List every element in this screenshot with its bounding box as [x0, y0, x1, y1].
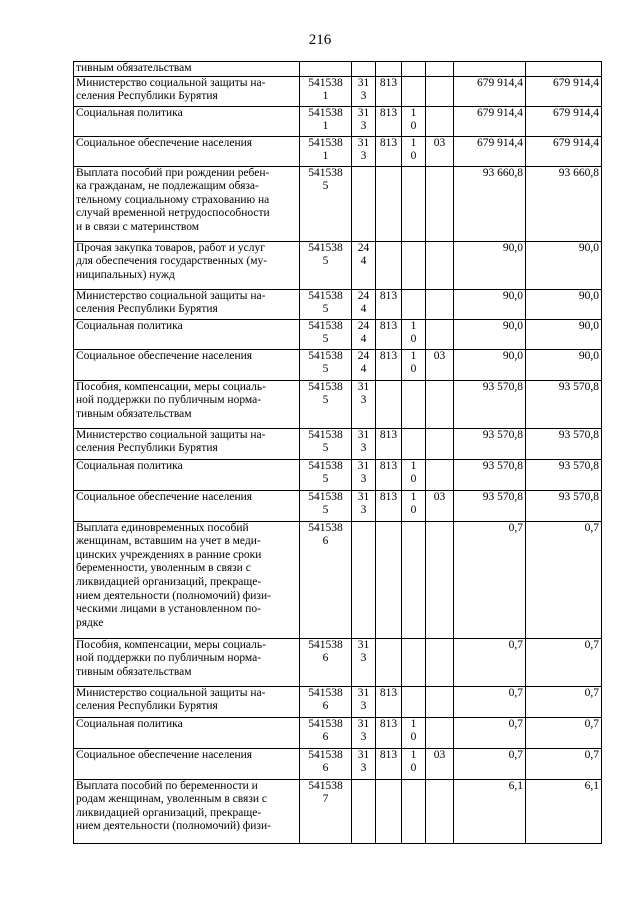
row-name-line: Министерство социальной защиты на- — [76, 686, 266, 699]
subsection-code-cell — [426, 62, 454, 77]
amount-cell: 6,1 — [526, 779, 602, 843]
section-code-cell — [402, 380, 426, 428]
subsection-code-cell — [426, 779, 454, 843]
amount-cell: 679 914,4 — [454, 106, 526, 136]
section-code-line: 1 — [410, 459, 417, 472]
table-row — [74, 717, 602, 748]
expense-type-cell — [352, 106, 376, 136]
target-article-code-line: 5 — [322, 363, 329, 376]
amount-cell: 90,0 — [526, 289, 602, 319]
row-name-line: цинских учреждениях в ранние сроки — [76, 548, 262, 561]
target-article-code-line: 5 — [322, 442, 329, 455]
amount-cell: 679 914,4 — [454, 76, 526, 106]
target-article-code-line: 541538 — [308, 686, 343, 699]
subsection-code-cell — [426, 106, 454, 136]
row-name-cell — [74, 459, 300, 490]
row-name-line: Прочая закупка товаров, работ и услуг — [76, 241, 265, 254]
target-article-code-line: 6 — [322, 652, 329, 665]
table-row — [74, 136, 602, 166]
expense-type-line: 31 — [357, 490, 370, 503]
row-name-line: Министерство социальной защиты на- — [76, 76, 266, 89]
ministry-code-cell: 813 — [376, 490, 402, 521]
target-article-code-line: 541538 — [308, 521, 343, 534]
ministry-code-cell: 813 — [376, 349, 402, 380]
expense-type-line: 4 — [360, 363, 367, 376]
amount-cell: 93 570,8 — [454, 459, 526, 490]
row-name-line: Выплата единовременных пособий — [76, 521, 249, 534]
expense-type-line: 24 — [357, 241, 370, 254]
row-name-line: ной поддержки по публичным норма- — [76, 394, 262, 407]
subsection-code-cell — [426, 459, 454, 490]
section-code-line: 1 — [410, 136, 417, 149]
amount-cell: 90,0 — [526, 319, 602, 349]
target-article-code-cell — [300, 380, 352, 428]
expense-type-line: 3 — [360, 652, 367, 665]
table-row — [74, 106, 602, 136]
expense-type-line: 31 — [357, 638, 370, 651]
expense-type-cell — [352, 62, 376, 77]
row-name-line: случай временной нетрудоспособности — [76, 207, 270, 220]
budget-table-body — [74, 62, 602, 844]
section-code-cell — [402, 349, 426, 380]
target-article-code-line: 541538 — [308, 76, 343, 89]
row-name-line: беременности, уволенным в связи с — [76, 562, 251, 575]
target-article-code-line: 7 — [322, 793, 329, 806]
row-name-line: тивным обязательствам — [76, 407, 192, 420]
expense-type-cell — [352, 319, 376, 349]
table-row — [74, 241, 602, 289]
row-name-line: тивным обязательствам — [76, 62, 192, 74]
row-name-line: ниципальных) нужд — [76, 268, 175, 281]
expense-type-line: 24 — [357, 319, 370, 332]
section-code-cell — [402, 319, 426, 349]
expense-type-line: 31 — [357, 717, 370, 730]
section-code-line: 1 — [410, 717, 417, 730]
target-article-code-line: 5 — [322, 303, 329, 316]
section-code-cell — [402, 241, 426, 289]
expense-type-cell — [352, 638, 376, 686]
amount-cell: 93 570,8 — [526, 428, 602, 459]
target-article-code-line: 6 — [322, 762, 329, 775]
amount-cell — [454, 62, 526, 77]
subsection-code-cell — [426, 289, 454, 319]
row-name-line: селения Республики Бурятия — [76, 700, 218, 713]
row-name-line: ликвидацией организаций, прекраще- — [76, 575, 262, 588]
expense-type-line: 3 — [360, 473, 367, 486]
row-name-cell — [74, 62, 300, 77]
target-article-code-line: 5 — [322, 504, 329, 517]
target-article-code-cell — [300, 490, 352, 521]
row-name-line: Выплата пособий по беременности и — [76, 779, 258, 792]
row-name-line: селения Республики Бурятия — [76, 442, 218, 455]
target-article-code-line: 541538 — [308, 428, 343, 441]
target-article-code-line: 541538 — [308, 349, 343, 362]
target-article-code-line: 541538 — [308, 490, 343, 503]
expense-type-line: 3 — [360, 120, 367, 133]
row-name-line: нием деятельности (полномочий) физи- — [76, 589, 271, 602]
amount-cell: 0,7 — [526, 638, 602, 686]
expense-type-line: 31 — [357, 136, 370, 149]
section-code-line: 0 — [410, 363, 417, 376]
table-row — [74, 686, 602, 717]
row-name-cell — [74, 106, 300, 136]
section-code-cell — [402, 638, 426, 686]
section-code-line: 1 — [410, 748, 417, 761]
target-article-code-line: 541538 — [308, 459, 343, 472]
expense-type-cell — [352, 686, 376, 717]
target-article-code-line: 541538 — [308, 380, 343, 393]
amount-cell: 679 914,4 — [526, 136, 602, 166]
expense-type-cell — [352, 76, 376, 106]
target-article-code-line: 541538 — [308, 289, 343, 302]
row-name-cell — [74, 638, 300, 686]
target-article-code-cell — [300, 779, 352, 843]
row-name-cell — [74, 349, 300, 380]
row-name-cell — [74, 76, 300, 106]
row-name-line: Социальная политика — [76, 319, 183, 332]
target-article-code-line: 541538 — [308, 319, 343, 332]
subsection-code-cell — [426, 319, 454, 349]
amount-cell: 93 570,8 — [454, 490, 526, 521]
section-code-line: 0 — [410, 762, 417, 775]
table-row — [74, 779, 602, 843]
row-name-cell — [74, 319, 300, 349]
expense-type-line: 3 — [360, 762, 367, 775]
target-article-code-line: 541538 — [308, 748, 343, 761]
ministry-code-cell — [376, 380, 402, 428]
row-name-cell — [74, 289, 300, 319]
section-code-line: 0 — [410, 333, 417, 346]
amount-cell: 93 570,8 — [454, 380, 526, 428]
section-code-line: 0 — [410, 504, 417, 517]
target-article-code-line: 6 — [322, 535, 329, 548]
section-code-line: 1 — [410, 106, 417, 119]
row-name-line: для обеспечения государственных (му- — [76, 255, 268, 268]
expense-type-line: 4 — [360, 303, 367, 316]
target-article-code-line: 1 — [322, 90, 329, 103]
table-row — [74, 638, 602, 686]
amount-cell: 0,7 — [454, 686, 526, 717]
row-name-line: и в связи с материнством — [76, 220, 200, 233]
ministry-code-cell: 813 — [376, 289, 402, 319]
target-article-code-line: 5 — [322, 180, 329, 193]
expense-type-line: 4 — [360, 333, 367, 346]
subsection-code-cell — [426, 521, 454, 638]
subsection-code-cell — [426, 380, 454, 428]
expense-type-cell — [352, 717, 376, 748]
expense-type-line: 3 — [360, 700, 367, 713]
section-code-line: 0 — [410, 150, 417, 163]
section-code-cell — [402, 428, 426, 459]
amount-cell: 0,7 — [526, 717, 602, 748]
subsection-code-cell: 03 — [426, 748, 454, 779]
section-code-line: 0 — [410, 731, 417, 744]
row-name-cell — [74, 241, 300, 289]
ministry-code-cell — [376, 241, 402, 289]
target-article-code-line: 6 — [322, 731, 329, 744]
row-name-line: ка гражданам, не подлежащим обяза- — [76, 180, 259, 193]
target-article-code-line: 541538 — [308, 779, 343, 792]
section-code-cell — [402, 76, 426, 106]
ministry-code-cell: 813 — [376, 106, 402, 136]
target-article-code-line: 541538 — [308, 717, 343, 730]
expense-type-line: 31 — [357, 748, 370, 761]
section-code-cell — [402, 686, 426, 717]
row-name-line: Пособия, компенсации, меры социаль- — [76, 638, 266, 651]
row-name-cell — [74, 428, 300, 459]
ministry-code-cell — [376, 166, 402, 241]
target-article-code-line: 1 — [322, 150, 329, 163]
section-code-cell — [402, 521, 426, 638]
row-name-line: Социальное обеспечение населения — [76, 490, 253, 503]
expense-type-line: 31 — [357, 686, 370, 699]
target-article-code-line: 1 — [322, 120, 329, 133]
target-article-code-line: 5 — [322, 473, 329, 486]
target-article-code-cell — [300, 349, 352, 380]
section-code-cell — [402, 748, 426, 779]
section-code-line: 0 — [410, 120, 417, 133]
row-name-line: Социальное обеспечение населения — [76, 136, 253, 149]
row-name-line: Министерство социальной защиты на- — [76, 289, 266, 302]
section-code-cell — [402, 289, 426, 319]
section-code-line: 1 — [410, 349, 417, 362]
target-article-code-line: 541538 — [308, 136, 343, 149]
ministry-code-cell: 813 — [376, 459, 402, 490]
row-name-cell — [74, 521, 300, 638]
ministry-code-cell: 813 — [376, 717, 402, 748]
expense-type-cell — [352, 779, 376, 843]
section-code-cell — [402, 166, 426, 241]
target-article-code-line: 5 — [322, 333, 329, 346]
section-code-cell — [402, 106, 426, 136]
ministry-code-cell — [376, 62, 402, 77]
ministry-code-cell — [376, 521, 402, 638]
target-article-code-cell — [300, 428, 352, 459]
ministry-code-cell: 813 — [376, 76, 402, 106]
amount-cell: 6,1 — [454, 779, 526, 843]
target-article-code-cell — [300, 76, 352, 106]
amount-cell: 0,7 — [526, 748, 602, 779]
table-row — [74, 166, 602, 241]
row-name-line: Социальное обеспечение населения — [76, 748, 253, 761]
expense-type-cell — [352, 490, 376, 521]
expense-type-line: 3 — [360, 394, 367, 407]
row-name-line: Пособия, компенсации, меры социаль- — [76, 380, 266, 393]
subsection-code-cell — [426, 166, 454, 241]
expense-type-cell — [352, 748, 376, 779]
amount-cell: 90,0 — [526, 349, 602, 380]
target-article-code-cell — [300, 241, 352, 289]
expense-type-line: 31 — [357, 459, 370, 472]
row-name-cell — [74, 490, 300, 521]
row-name-cell — [74, 166, 300, 241]
section-code-cell — [402, 779, 426, 843]
amount-cell: 90,0 — [454, 349, 526, 380]
row-name-line: Социальная политика — [76, 106, 183, 119]
target-article-code-line: 541538 — [308, 106, 343, 119]
section-code-cell — [402, 490, 426, 521]
amount-cell: 93 570,8 — [526, 490, 602, 521]
amount-cell: 90,0 — [454, 319, 526, 349]
amount-cell: 0,7 — [454, 521, 526, 638]
target-article-code-cell — [300, 62, 352, 77]
target-article-code-cell — [300, 136, 352, 166]
subsection-code-cell — [426, 241, 454, 289]
table-row — [74, 62, 602, 77]
row-name-cell — [74, 779, 300, 843]
subsection-code-cell — [426, 717, 454, 748]
ministry-code-cell: 813 — [376, 319, 402, 349]
target-article-code-cell — [300, 106, 352, 136]
subsection-code-cell — [426, 686, 454, 717]
amount-cell: 0,7 — [454, 748, 526, 779]
expense-type-line: 4 — [360, 255, 367, 268]
ministry-code-cell: 813 — [376, 748, 402, 779]
row-name-cell — [74, 380, 300, 428]
target-article-code-cell — [300, 319, 352, 349]
table-row — [74, 289, 602, 319]
amount-cell: 90,0 — [526, 241, 602, 289]
target-article-code-cell — [300, 459, 352, 490]
subsection-code-cell — [426, 76, 454, 106]
amount-cell: 93 660,8 — [526, 166, 602, 241]
ministry-code-cell: 813 — [376, 428, 402, 459]
table-row — [74, 459, 602, 490]
row-name-cell — [74, 686, 300, 717]
section-code-cell — [402, 136, 426, 166]
expense-type-line: 31 — [357, 428, 370, 441]
ministry-code-cell — [376, 779, 402, 843]
row-name-line: рядке — [76, 616, 104, 629]
amount-cell: 93 570,8 — [454, 428, 526, 459]
row-name-line: Министерство социальной защиты на- — [76, 428, 266, 441]
amount-cell: 679 914,4 — [454, 136, 526, 166]
ministry-code-cell: 813 — [376, 136, 402, 166]
expense-type-cell — [352, 380, 376, 428]
target-article-code-cell — [300, 748, 352, 779]
expense-type-line: 24 — [357, 289, 370, 302]
expense-type-line: 3 — [360, 442, 367, 455]
amount-cell: 93 660,8 — [454, 166, 526, 241]
table-row — [74, 76, 602, 106]
row-name-line: Социальное обеспечение населения — [76, 349, 253, 362]
amount-cell: 93 570,8 — [526, 380, 602, 428]
row-name-line: Социальная политика — [76, 459, 183, 472]
amount-cell: 0,7 — [454, 717, 526, 748]
expense-type-cell — [352, 428, 376, 459]
row-name-line: родам женщинам, уволенным в связи с — [76, 793, 268, 806]
ministry-code-cell — [376, 638, 402, 686]
section-code-cell — [402, 62, 426, 77]
amount-cell — [526, 62, 602, 77]
target-article-code-line: 541538 — [308, 241, 343, 254]
row-name-line: селения Республики Бурятия — [76, 90, 218, 103]
amount-cell: 0,7 — [526, 521, 602, 638]
subsection-code-cell: 03 — [426, 349, 454, 380]
section-code-line: 0 — [410, 473, 417, 486]
row-name-line: Социальная политика — [76, 717, 183, 730]
table-row — [74, 319, 602, 349]
section-code-line: 1 — [410, 490, 417, 503]
table-row — [74, 490, 602, 521]
target-article-code-cell — [300, 638, 352, 686]
section-code-line: 1 — [410, 319, 417, 332]
expense-type-cell — [352, 241, 376, 289]
target-article-code-line: 5 — [322, 255, 329, 268]
row-name-line: селения Республики Бурятия — [76, 303, 218, 316]
row-name-line: ликвидацией организаций, прекраще- — [76, 806, 262, 819]
row-name-line: ной поддержки по публичным норма- — [76, 652, 262, 665]
amount-cell: 90,0 — [454, 289, 526, 319]
budget-table — [73, 61, 602, 844]
row-name-line: женщинам, вставшим на учет в меди- — [76, 535, 261, 548]
expense-type-cell — [352, 166, 376, 241]
expense-type-line: 31 — [357, 106, 370, 119]
expense-type-cell — [352, 136, 376, 166]
target-article-code-cell — [300, 166, 352, 241]
target-article-code-cell — [300, 686, 352, 717]
table-row — [74, 428, 602, 459]
row-name-cell — [74, 748, 300, 779]
expense-type-cell — [352, 459, 376, 490]
expense-type-line: 3 — [360, 90, 367, 103]
table-row — [74, 748, 602, 779]
amount-cell: 679 914,4 — [526, 76, 602, 106]
expense-type-line: 3 — [360, 504, 367, 517]
target-article-code-line: 5 — [322, 394, 329, 407]
page-number: 216 — [308, 32, 332, 48]
target-article-code-cell — [300, 289, 352, 319]
expense-type-line: 31 — [357, 380, 370, 393]
amount-cell: 0,7 — [526, 686, 602, 717]
target-article-code-cell — [300, 717, 352, 748]
section-code-cell — [402, 459, 426, 490]
table-row — [74, 349, 602, 380]
target-article-code-line: 541538 — [308, 638, 343, 651]
ministry-code-cell: 813 — [376, 686, 402, 717]
row-name-cell — [74, 717, 300, 748]
target-article-code-line: 541538 — [308, 166, 343, 179]
expense-type-line: 3 — [360, 731, 367, 744]
row-name-line: тивным обязательствам — [76, 665, 192, 678]
target-article-code-cell — [300, 521, 352, 638]
subsection-code-cell: 03 — [426, 136, 454, 166]
row-name-cell — [74, 136, 300, 166]
table-row — [74, 521, 602, 638]
table-row — [74, 380, 602, 428]
amount-cell: 679 914,4 — [526, 106, 602, 136]
target-article-code-line: 6 — [322, 700, 329, 713]
subsection-code-cell — [426, 428, 454, 459]
amount-cell: 93 570,8 — [526, 459, 602, 490]
expense-type-line: 31 — [357, 76, 370, 89]
row-name-line: тельному социальному страхованию на — [76, 193, 270, 206]
expense-type-line: 3 — [360, 150, 367, 163]
section-code-cell — [402, 717, 426, 748]
expense-type-cell — [352, 289, 376, 319]
row-name-line: Выплата пособий при рождении ребен- — [76, 166, 270, 179]
subsection-code-cell — [426, 638, 454, 686]
expense-type-cell — [352, 521, 376, 638]
subsection-code-cell: 03 — [426, 490, 454, 521]
amount-cell: 90,0 — [454, 241, 526, 289]
amount-cell: 0,7 — [454, 638, 526, 686]
row-name-line: ческими лицами в установленном по- — [76, 603, 261, 616]
expense-type-cell — [352, 349, 376, 380]
expense-type-line: 24 — [357, 349, 370, 362]
row-name-line: нием деятельности (полномочий) физи- — [76, 820, 271, 833]
